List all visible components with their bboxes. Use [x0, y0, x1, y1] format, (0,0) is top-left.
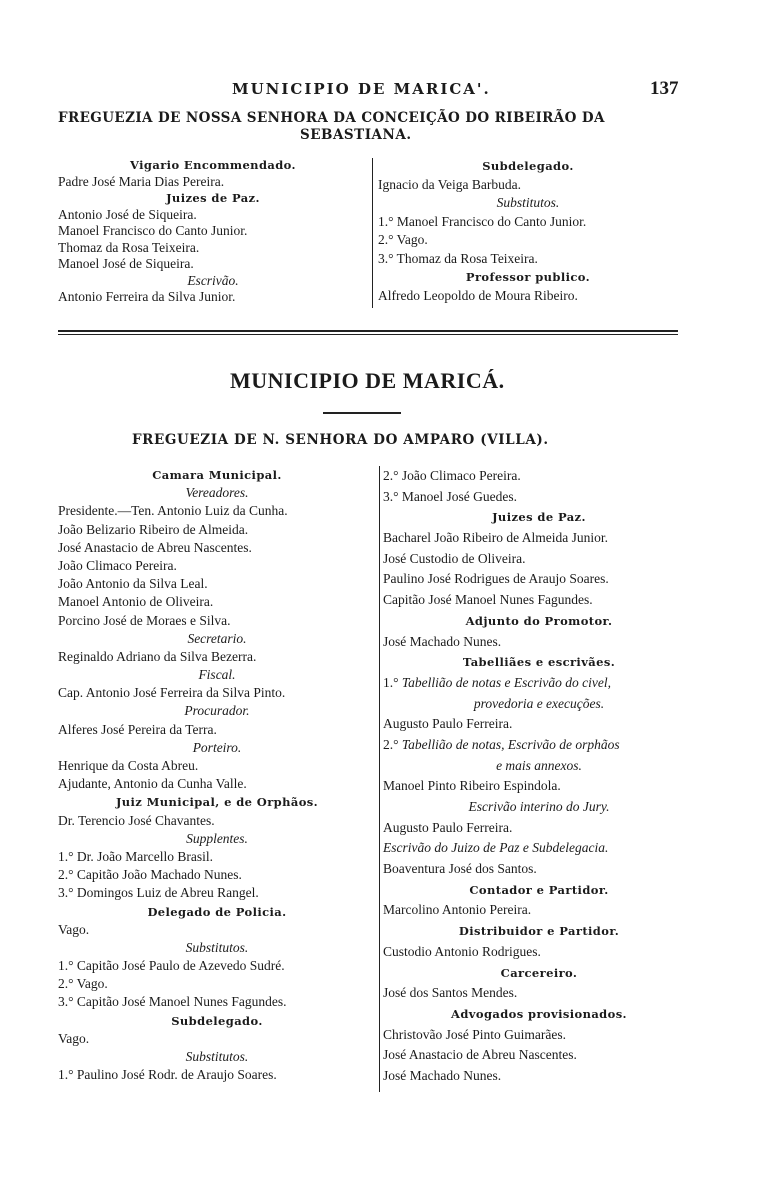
entry-name: Marcolino Antonio Pereira. — [383, 902, 532, 918]
top-left-column — [58, 157, 368, 306]
role-title: Supplentes. — [186, 830, 248, 846]
role-title: e mais annexos. — [496, 757, 582, 773]
section-heading: Carcereiro. — [500, 965, 578, 980]
section-heading: Subdelegado. — [482, 159, 574, 173]
main-section-title: MUNICIPIO DE MARICÁ. — [230, 368, 505, 393]
role-title-text: Tabellião de notas, Escrivão de orphãos — [401, 736, 620, 752]
entry-name: 2.° João Climaco Pereira. — [383, 468, 521, 483]
entry-name: Capitão José Manoel Nunes Fagundes. — [383, 592, 593, 608]
role-title-text: Tabellião de notas e Escrivão do civel, — [401, 674, 611, 690]
entry-name: Dr. Terencio José Chavantes. — [58, 812, 215, 828]
section-heading: Camara Municipal. — [152, 468, 282, 482]
entry-name: José dos Santos Mendes. — [383, 985, 518, 1001]
entry-name: Ajudante, Antonio da Cunha Valle. — [58, 776, 247, 792]
top-right-column — [378, 157, 678, 305]
entry-name: Antonio Ferreira da Silva Junior. — [58, 289, 236, 304]
entry-name: Manoel Francisco do Canto Junior. — [58, 223, 248, 238]
main-column-divider — [379, 466, 380, 1092]
entry-name: 2.° Vago. — [378, 232, 428, 247]
section-heading: Professor publico. — [465, 270, 591, 284]
entry-name: Manoel Pinto Ribeiro Espindola. — [383, 778, 561, 794]
top-column-divider — [372, 158, 373, 308]
section-heading: Juiz Municipal, e de Orphãos. — [115, 795, 319, 810]
section-heading: Advogados provisionados. — [451, 1006, 627, 1021]
numbered-role-title — [383, 673, 695, 694]
entry-name: Reginaldo Adriano da Silva Bezerra. — [58, 648, 257, 664]
entry-name: João Climaco Pereira. — [58, 557, 177, 573]
entry-name: Manoel José de Siqueira. — [58, 256, 194, 271]
role-title: Substitutos. — [496, 195, 560, 210]
section-double-rule-top — [58, 330, 678, 332]
entry-name: Porcino José de Moraes e Silva. — [58, 612, 231, 628]
entry-name: Henrique da Costa Abreu. — [58, 758, 199, 773]
entry-name: Custodio Antonio Rodrigues. — [383, 943, 541, 959]
entry-name: Padre José Maria Dias Pereira. — [58, 173, 225, 189]
top-section-title-line1: FREGUEZIA DE NOSSA SENHORA DA CONCEIÇÃO DO RIBEIRÃO DA — [58, 110, 605, 126]
role-title: Porteiro. — [192, 739, 242, 755]
entry-name: Boaventura José dos Santos. — [383, 861, 537, 877]
main-left-column — [58, 466, 376, 1084]
entry-name: João Antonio da Silva Leal. — [58, 576, 208, 592]
entry-name: 3.° Capitão José Manoel Nunes Fagundes. — [58, 994, 287, 1010]
entry-name: Thomaz da Rosa Teixeira. — [58, 239, 200, 255]
entry-name: Manoel Antonio de Oliveira. — [58, 594, 214, 610]
role-title: Escrivão interino do Jury. — [468, 799, 610, 814]
entry-name: José Machado Nunes. — [383, 1067, 502, 1083]
running-title: MUNICIPIO DE MARICA'. — [232, 80, 491, 98]
section-heading: Distribuidor e Partidor. — [458, 924, 620, 939]
entry-name: João Belizario Ribeiro de Almeida. — [58, 521, 249, 537]
title-underline — [323, 412, 401, 414]
role-title: provedoria e execuções. — [473, 695, 605, 711]
entry-name: Bacharel João Ribeiro de Almeida Junior. — [383, 530, 608, 546]
entry-name: José Custodio de Oliveira. — [383, 550, 526, 566]
section-heading: Subdelegado. — [171, 1013, 263, 1028]
entry-name: Alfredo Leopoldo de Moura Ribeiro. — [378, 287, 578, 303]
entry-name: Cap. Antonio José Ferreira da Silva Pinto. — [58, 685, 286, 701]
page-number: 137 — [650, 78, 679, 99]
section-double-rule-bottom — [58, 334, 678, 335]
role-title: Substitutos. — [185, 939, 249, 955]
entry-name: 2.° Capitão João Machado Nunes. — [58, 867, 242, 883]
entry-name: Vago. — [58, 1030, 90, 1046]
section-heading: Adjunto do Promotor. — [465, 613, 613, 628]
entry-name: Paulino José Rodrigues de Araujo Soares. — [383, 571, 609, 587]
section-heading: Contador e Partidor. — [469, 882, 609, 897]
entry-name: Vago. — [58, 921, 90, 937]
numbered-role-title — [383, 735, 695, 756]
role-title: Escrivão do Juizo de Paz e Subdelegacia. — [383, 840, 609, 856]
role-title: Substitutos. — [185, 1049, 249, 1064]
entry-name: Ignacio da Veiga Barbuda. — [378, 176, 521, 192]
entry-name: 3.° Thomaz da Rosa Teixeira. — [378, 250, 538, 266]
entry-name: 1.° Paulino José Rodr. de Araujo Soares. — [58, 1067, 277, 1083]
entry-number: 1.° — [383, 674, 402, 690]
entry-name: 1.° Capitão José Paulo de Azevedo Sudré. — [58, 958, 285, 974]
main-section-subtitle: FREGUEZIA DE N. SENHORA DO AMPARO (VILLA). — [132, 432, 549, 448]
section-heading: Vigario Encommendado. — [130, 158, 296, 172]
role-title: Secretario. — [187, 630, 247, 646]
entry-name: 3.° Manoel José Guedes. — [383, 488, 517, 504]
entry-name: Antonio José de Siqueira. — [58, 206, 197, 222]
role-title: Vereadores. — [185, 485, 249, 501]
main-right-column — [383, 466, 695, 1087]
entry-name: 2.° Vago. — [58, 976, 108, 992]
section-heading: Juizes de Paz. — [492, 510, 586, 525]
entry-name: José Machado Nunes. — [383, 633, 502, 649]
entry-name: Christovão José Pinto Guimarães. — [383, 1026, 566, 1042]
section-heading: Juizes de Paz. — [166, 191, 260, 205]
section-heading: Tabelliães e escrivães. — [462, 655, 616, 670]
entry-name: 1.° Manoel Francisco do Canto Junior. — [378, 213, 587, 229]
entry-name: Alferes José Pereira da Terra. — [58, 721, 217, 737]
entry-name: Augusto Paulo Ferreira. — [383, 716, 513, 732]
entry-name: 1.° Dr. João Marcello Brasil. — [58, 848, 213, 864]
role-title: Procurador. — [184, 703, 250, 719]
entry-name: 3.° Domingos Luiz de Abreu Rangel. — [58, 885, 259, 901]
entry-name: Presidente.—Ten. Antonio Luiz da Cunha. — [58, 503, 288, 519]
top-section-title-line2: SEBASTIANA. — [300, 127, 412, 143]
entry-name: José Anastacio de Abreu Nascentes. — [58, 539, 252, 555]
entry-name: Augusto Paulo Ferreira. — [383, 819, 513, 835]
section-heading: Delegado de Policia. — [147, 904, 287, 919]
role-title: Escrivão. — [187, 272, 239, 288]
entry-number: 2.° — [383, 736, 402, 752]
role-title: Fiscal. — [198, 667, 236, 683]
entry-name: José Anastacio de Abreu Nascentes. — [383, 1047, 577, 1063]
